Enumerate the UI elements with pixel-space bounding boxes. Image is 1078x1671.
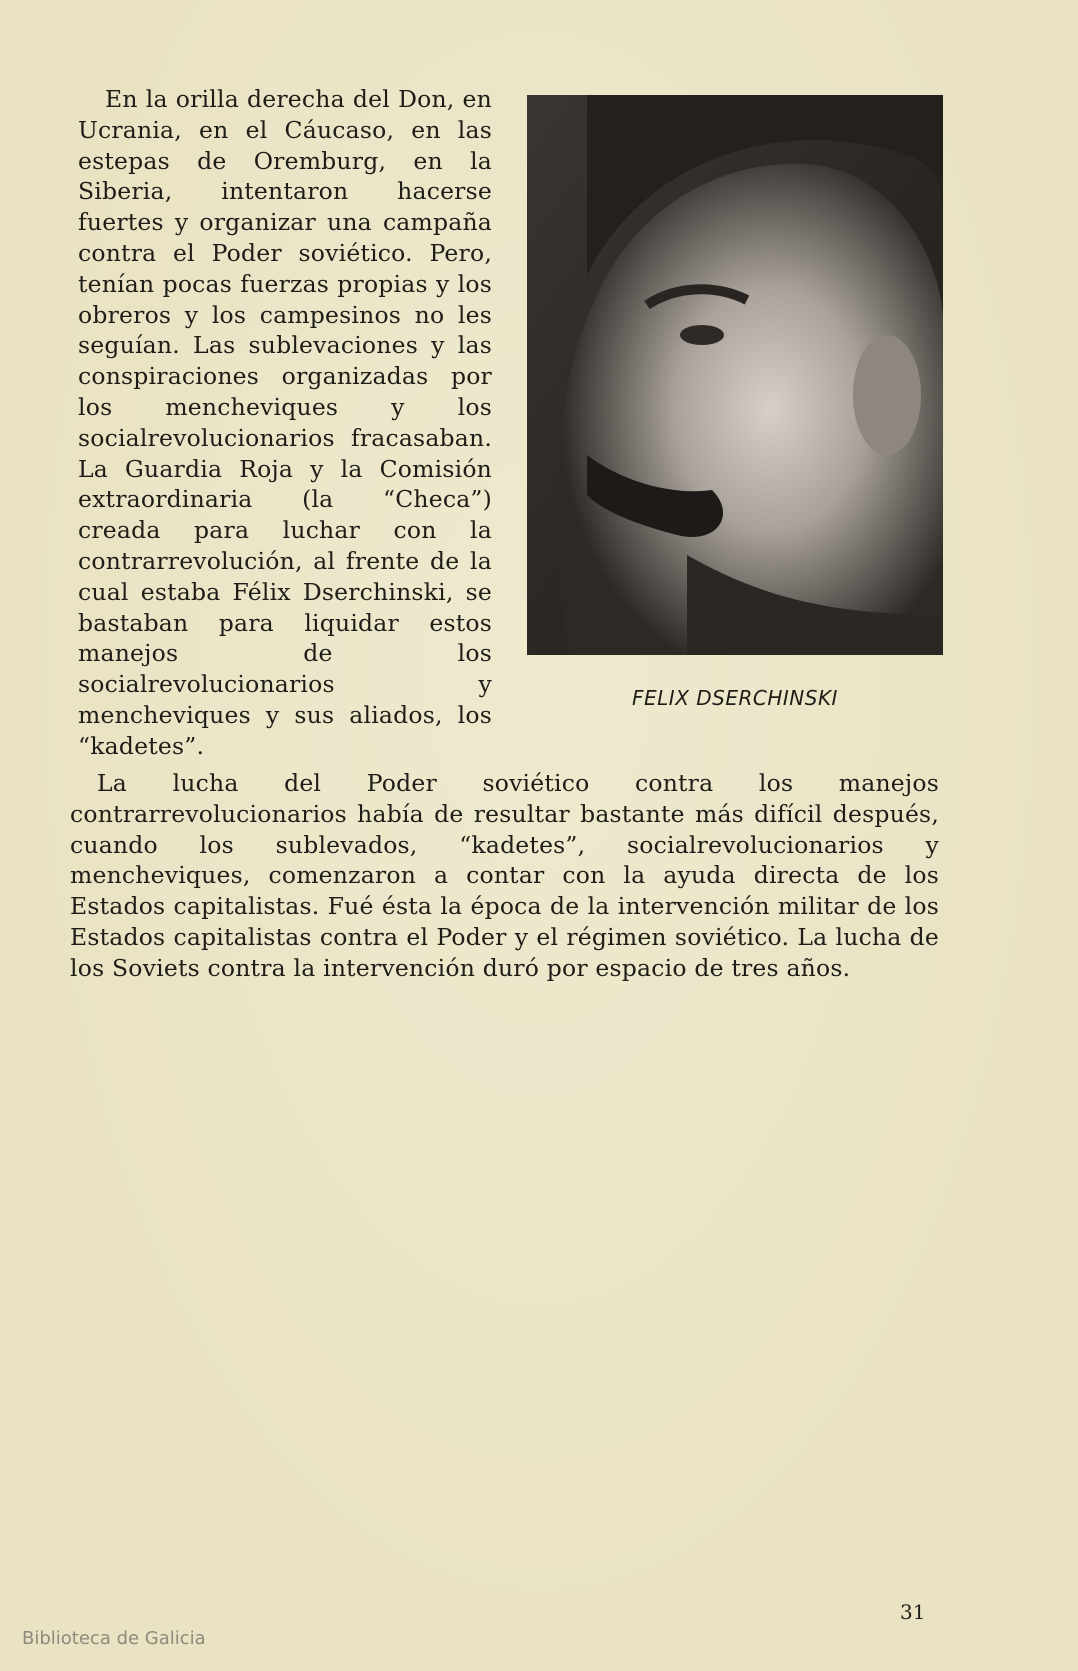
paragraph-1: En la orilla derecha del Don, en Ucrania, en el Cáucaso, en las estepas de Oremburg, en la Siberia, intentaron hacerse fuertes y organizar una campaña contra el Poder soviético. Pero, tenían pocas fuerzas propias y los obreros y los campesinos no les seguían. Las sublevaciones y las conspiraciones organizadas por los mencheviques y los socialrevolucionarios fracasaban. La Guardia Roja y la Comisión extraordinaria (la “Checa”) creada para luchar con la contrarrevolución, al frente de la cual estaba Félix Dserchinski, se bastaban para liquidar estos manejos de los socialrevolucionarios y mencheviques y sus aliados, los “kadetes”.: [78, 85, 492, 760]
portrait-image: [527, 95, 943, 655]
page-number: 31: [900, 1600, 926, 1624]
portrait-photo: [527, 95, 943, 655]
photo-caption: FELIX DSERCHINSKI: [632, 686, 838, 710]
paragraph-2: La lucha del Poder soviético contra los manejos contrarrevolucionarios había de resultar bastante más difícil después, cuando los sublevados, “kadetes”, socialrevolucionarios y mencheviques, comenzaron a contar con la ayuda directa de los Estados capitalistas. Fué ésta la época de la intervención militar de los Estados capitalistas contra el Poder y el régimen soviético. La lucha de los Soviets contra la intervención duró por espacio de tres años.: [70, 769, 939, 982]
library-watermark: Biblioteca de Galicia: [22, 1628, 206, 1649]
full-width-paragraph: [70, 768, 939, 984]
narrow-column-paragraph: [78, 84, 492, 762]
